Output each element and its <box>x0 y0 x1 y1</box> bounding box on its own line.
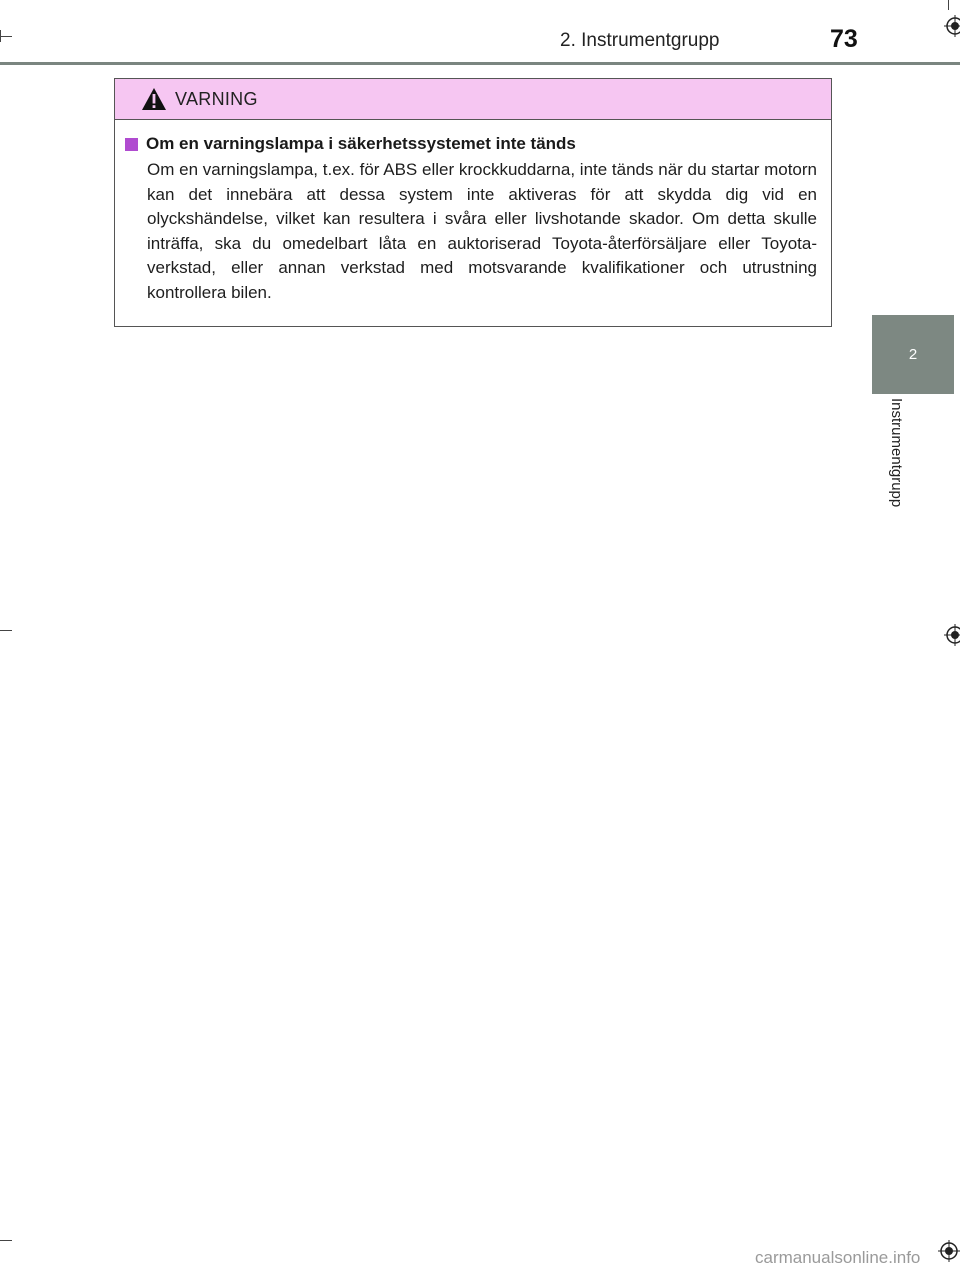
warning-header <box>115 79 831 120</box>
section-heading-text: Om en varningslampa i säkerhetssystemet inte tänds <box>146 134 576 153</box>
chapter-number: 2 <box>908 346 918 363</box>
section-heading <box>125 134 817 154</box>
watermark: carmanualsonline.info <box>755 1248 921 1267</box>
crop-mark <box>0 1240 12 1241</box>
crop-mark <box>0 630 12 631</box>
page-number: 73 <box>830 25 858 53</box>
chapter-title: 2. Instrumentgrupp <box>560 30 720 51</box>
bullet-square-icon <box>125 138 138 151</box>
side-tab-chapter-number <box>872 315 954 394</box>
warning-title: VARNING <box>175 88 258 109</box>
crop-mark <box>0 36 12 37</box>
registration-mark-icon <box>944 624 960 646</box>
registration-mark-icon <box>944 15 960 37</box>
side-tab-chapter-label: Instrumentgrupp <box>888 398 905 508</box>
crop-mark <box>948 0 949 10</box>
warning-text: Om en varningslampa, t.ex. för ABS eller krockkuddarna, inte tänds när du startar motorn kan det innebära att dessa system inte aktiveras för att skydda dig vid en olyckshändelse, vilket kan resultera i svåra eller livshotande skador. Om detta skulle inträffa, ska du omedelbart låta en auktoriserad Toyota-återförsäljare eller Toyota-verkstad, eller annan verkstad med motsvarande kvalifikationer och utrustning kontrollera bilen. <box>147 160 817 302</box>
warning-body <box>115 120 831 305</box>
header-divider <box>0 62 960 65</box>
registration-mark-icon <box>938 1240 960 1262</box>
warning-box <box>114 78 832 327</box>
warning-triangle-icon <box>141 87 167 111</box>
